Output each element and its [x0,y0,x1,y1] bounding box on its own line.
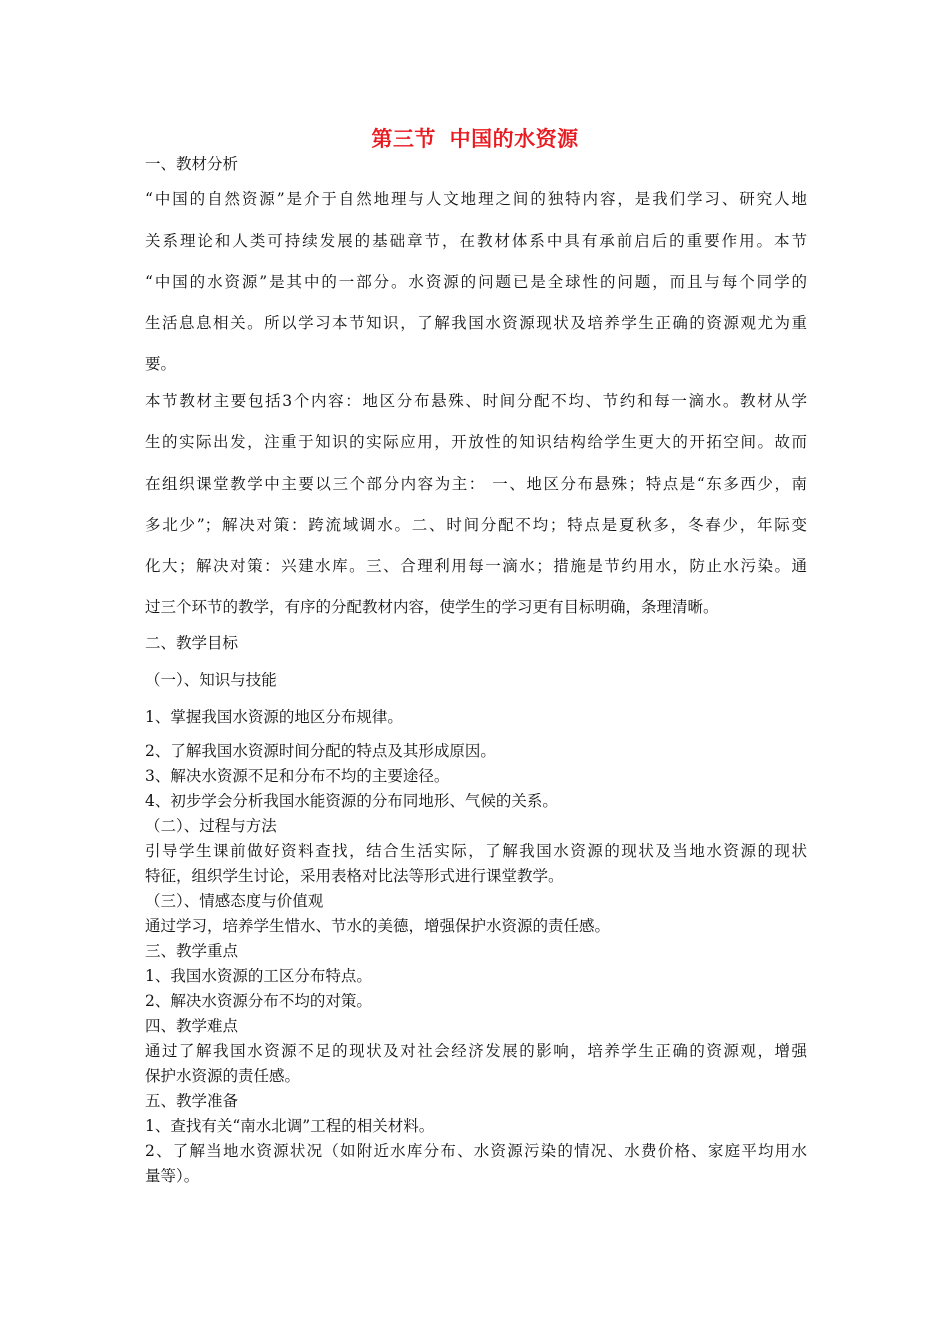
paragraph-line: “中国的水资源”是其中的一部分。水资源的问题已是全球性的问题，而且与每个同学的 [145,273,807,291]
paragraph-line: 通过学习，培养学生惜水、节水的美德，增强保护水资源的责任感。 [145,917,611,935]
list-item: 3、解决水资源不足和分布不均的主要途径。 [145,767,450,785]
subsection-heading: （二）、过程与方法 [145,817,277,835]
paragraph-line: 量等）。 [145,1167,200,1185]
paragraph-line: 化大；解决对策：兴建水库。三、合理利用每一滴水；措施是节约用水，防止水污染。通 [145,557,807,575]
paragraph-line: 要。 [145,355,177,373]
list-item: 2、了解当地水资源状况（如附近水库分布、水资源污染的情况、水费价格、家庭平均用水 [145,1142,807,1160]
subsection-heading: （三）、情感态度与价值观 [145,892,324,910]
section-heading-key-points: 三、教学重点 [145,942,239,960]
section-heading-objectives: 二、教学目标 [145,634,239,652]
list-item: 1、掌握我国水资源的地区分布规律。 [145,708,403,726]
paragraph-line: “中国的自然资源”是介于自然地理与人文地理之间的独特内容，是我们学习、研究人地 [145,190,807,208]
list-item: 1、我国水资源的工区分布特点。 [145,967,372,985]
paragraph-line: 生的实际出发，注重于知识的实际应用，开放性的知识结构给学生更大的开拓空间。故而 [145,433,807,451]
paragraph-line: 多北少”；解决对策：跨流域调水。二、时间分配不均；特点是夏秋多，冬春少，年际变 [145,516,807,534]
paragraph-line: 保护水资源的责任感。 [145,1067,301,1085]
section-heading-preparation: 五、教学准备 [145,1092,239,1110]
section-heading-difficulties: 四、教学难点 [145,1017,239,1035]
list-item: 4、初步学会分析我国水能资源的分布同地形、气候的关系。 [145,792,558,810]
list-item: 2、解决水资源分布不均的对策。 [145,992,372,1010]
paragraph-line: 过三个环节的教学，有序的分配教材内容，使学生的学习更有目标明确，条理清晰。 [145,598,719,616]
paragraph-line: 引导学生课前做好资料查找，结合生活实际，了解我国水资源的现状及当地水资源的现状 [145,842,807,860]
paragraph-line: 生活息息相关。所以学习本节知识，了解我国水资源现状及培养学生正确的资源观尤为重 [145,314,807,332]
paragraph-line: 特征，组织学生讨论，采用表格对比法等形式进行课堂教学。 [145,867,564,885]
list-item: 2、了解我国水资源时间分配的特点及其形成原因。 [145,742,496,760]
section-heading-analysis: 一、教材分析 [145,155,239,173]
paragraph-line: 关系理论和人类可持续发展的基础章节，在教材体系中具有承前启后的重要作用。本节 [145,232,807,250]
list-item: 1、查找有关“南水北调”工程的相关材料。 [145,1117,435,1135]
paragraph-line: 在组织课堂教学中主要以三个部分内容为主： 一、地区分布悬殊；特点是“东多西少，南 [145,475,807,493]
paragraph-line: 通过了解我国水资源不足的现状及对社会经济发展的影响，培养学生正确的资源观，增强 [145,1042,807,1060]
page-title: 第三节 中国的水资源 [371,127,579,151]
subsection-heading: （一）、知识与技能 [145,671,277,689]
paragraph-line: 本节教材主要包括3个内容：地区分布悬殊、时间分配不均、节约和每一滴水。教材从学 [145,392,807,410]
